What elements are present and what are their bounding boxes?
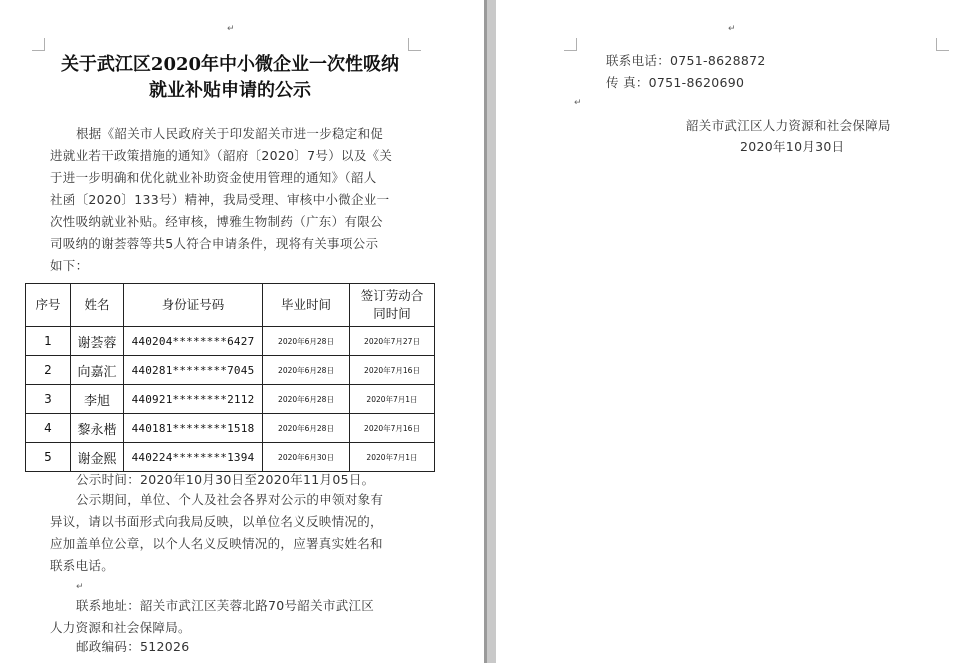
cell-name: 谢金熙 bbox=[71, 443, 124, 472]
cell-graduation-date: 2020年6月28日 bbox=[263, 327, 350, 356]
cell-contract-date: 2020年7月16日 bbox=[350, 356, 435, 385]
header-contract-date-line-2: 同时间 bbox=[373, 306, 411, 321]
header-serial: 序号 bbox=[26, 284, 71, 327]
cell-contract-date: 2020年7月16日 bbox=[350, 414, 435, 443]
page-corner-mark bbox=[936, 38, 949, 51]
title-line-1: 关于武江区2020年中小微企业一次性吸纳 bbox=[60, 54, 400, 75]
cell-serial: 4 bbox=[26, 414, 71, 443]
intro-line: 社函〔2020〕133号）精神，我局受理、审核中小微企业一 bbox=[50, 192, 390, 207]
objection-line: 应加盖单位公章，以个人名义反映情况的，应署真实姓名和 bbox=[50, 536, 383, 551]
cell-name: 黎永楷 bbox=[71, 414, 124, 443]
cell-id-number: 440281********7045 bbox=[124, 356, 263, 385]
intro-line: 根据《韶关市人民政府关于印发韶关市进一步稳定和促 bbox=[76, 126, 384, 141]
paragraph-mark: ↵ bbox=[76, 582, 84, 592]
cell-id-number: 440204********6427 bbox=[124, 327, 263, 356]
table-row bbox=[26, 356, 435, 385]
page-corner-mark bbox=[408, 38, 421, 51]
cell-id-number: 440181********1518 bbox=[124, 414, 263, 443]
intro-line: 于进一步明确和优化就业补助资金使用管理的通知》（韶人 bbox=[50, 170, 377, 185]
paragraph-mark: ↵ bbox=[227, 24, 235, 34]
address-line: 联系地址：韶关市武江区芙蓉北路70号韶关市武江区 bbox=[76, 598, 375, 613]
cell-name: 李旭 bbox=[71, 385, 124, 414]
cell-graduation-date: 2020年6月28日 bbox=[263, 385, 350, 414]
header-graduation-date: 毕业时间 bbox=[263, 284, 350, 327]
cell-graduation-date: 2020年6月28日 bbox=[263, 414, 350, 443]
cell-id-number: 440224********1394 bbox=[124, 443, 263, 472]
page-gutter bbox=[484, 0, 496, 663]
objection-paragraph bbox=[50, 489, 430, 577]
page-corner-mark bbox=[32, 38, 45, 51]
document-title bbox=[30, 52, 430, 104]
address-line: 人力资源和社会保障局。 bbox=[50, 620, 191, 635]
objection-line: 联系电话。 bbox=[50, 558, 115, 573]
header-contract-date-line-1: 签订劳动合 bbox=[360, 288, 424, 303]
table-row bbox=[26, 385, 435, 414]
header-contract-date bbox=[350, 284, 435, 327]
paragraph-mark: ↵ bbox=[574, 98, 582, 108]
cell-serial: 3 bbox=[26, 385, 71, 414]
intro-line: 进就业若干政策措施的通知》（韶府〔2020〕7号）以及《关 bbox=[50, 148, 393, 163]
table-header-row bbox=[26, 284, 435, 327]
cell-contract-date: 2020年7月27日 bbox=[350, 327, 435, 356]
intro-paragraph bbox=[50, 123, 430, 277]
objection-line: 异议，请以书面形式向我局反映，以单位名义反映情况的， bbox=[50, 514, 383, 529]
objection-line: 公示期间，单位、个人及社会各界对公示的申领对象有 bbox=[76, 492, 384, 507]
intro-line: 如下： bbox=[50, 258, 89, 273]
cell-serial: 1 bbox=[26, 327, 71, 356]
cell-contract-date: 2020年7月1日 bbox=[350, 385, 435, 414]
publicity-period: 公示时间：2020年10月30日至2020年11月05日。 bbox=[76, 472, 375, 487]
intro-line: 次性吸纳就业补贴。经审核，博雅生物制药（广东）有限公 bbox=[50, 214, 383, 229]
postcode: 邮政编码：512026 bbox=[76, 639, 190, 654]
paragraph-mark: ↵ bbox=[728, 24, 736, 34]
contact-fax: 传 真：0751-8620690 bbox=[606, 75, 745, 90]
cell-graduation-date: 2020年6月30日 bbox=[263, 443, 350, 472]
document-page-right bbox=[496, 0, 956, 663]
cell-name: 向嘉汇 bbox=[71, 356, 124, 385]
intro-line: 司吸纳的谢荟蓉等共5人符合申请条件，现将有关事项公示 bbox=[50, 236, 379, 251]
issuing-organization: 韶关市武江区人力资源和社会保障局 bbox=[686, 118, 891, 133]
page-corner-mark bbox=[564, 38, 577, 51]
header-name: 姓名 bbox=[71, 284, 124, 327]
cell-id-number: 440921********2112 bbox=[124, 385, 263, 414]
table-row bbox=[26, 327, 435, 356]
title-line-2: 就业补贴申请的公示 bbox=[149, 80, 311, 101]
issue-date: 2020年10月30日 bbox=[740, 139, 845, 154]
table-row bbox=[26, 443, 435, 472]
applicant-table bbox=[25, 283, 435, 472]
contact-phone: 联系电话：0751-8628872 bbox=[606, 53, 766, 68]
cell-serial: 5 bbox=[26, 443, 71, 472]
table-row bbox=[26, 414, 435, 443]
header-id-number: 身份证号码 bbox=[124, 284, 263, 327]
cell-contract-date: 2020年7月1日 bbox=[350, 443, 435, 472]
cell-graduation-date: 2020年6月28日 bbox=[263, 356, 350, 385]
cell-name: 谢荟蓉 bbox=[71, 327, 124, 356]
cell-serial: 2 bbox=[26, 356, 71, 385]
address-paragraph bbox=[50, 595, 430, 639]
